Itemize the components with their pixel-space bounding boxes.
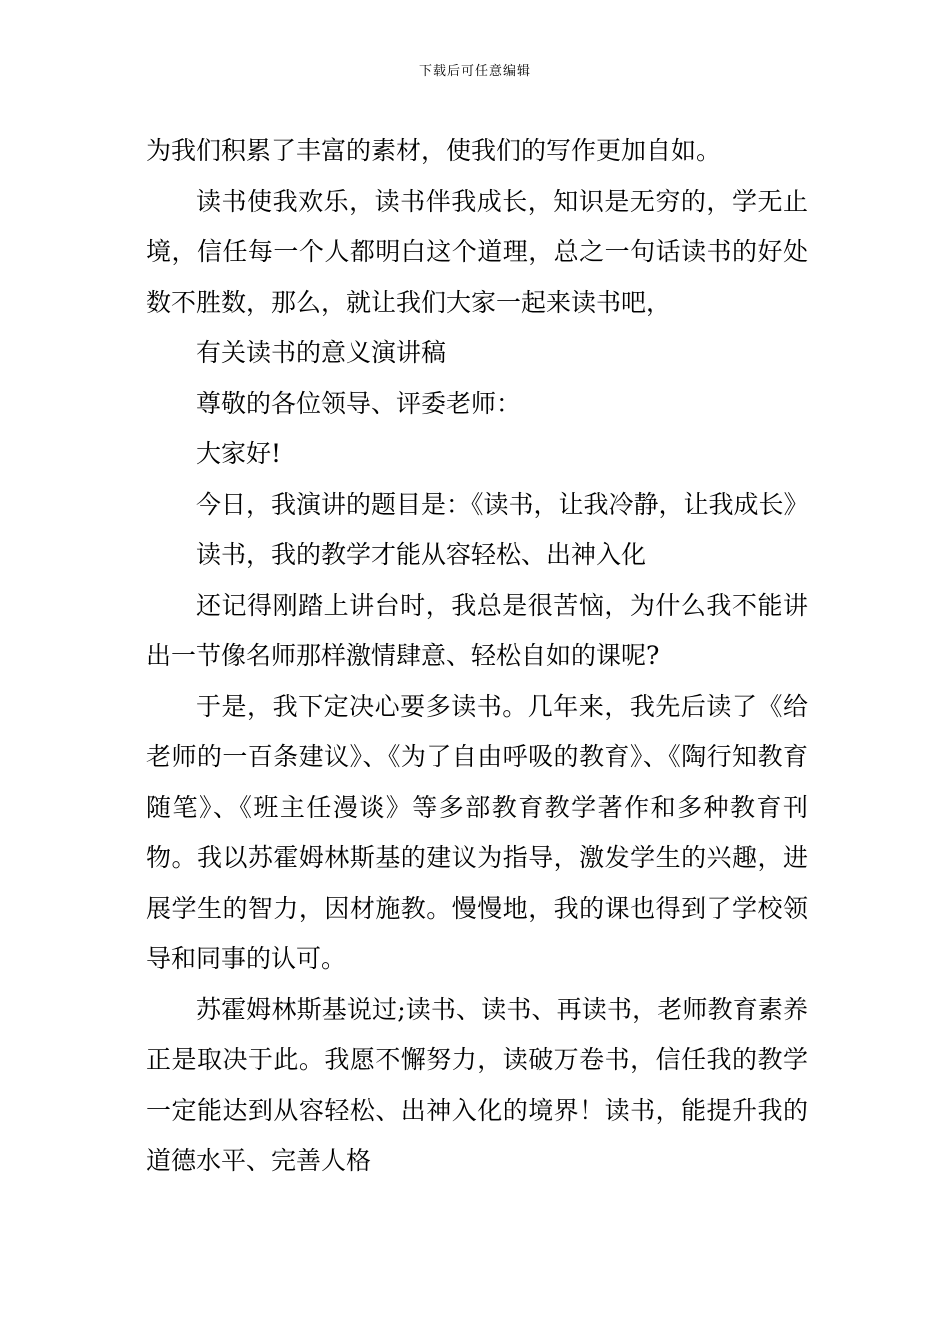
section-heading: 读书，我的教学才能从容轻松、出神入化 [196, 540, 647, 569]
paragraph: 于是，我下定决心要多读书。几年来，我先后读了《给老师的一百条建议》、《为了自由呼吸的教育》、《陶行知教育随笔》、《班主任漫谈》等多部教育教学著作和多种教育刊物。我以苏霍姆林斯基的建议为指导，激发学生的兴趣，进展学生的智力，因材施教。慢慢地，我的课也得到了学校领导和同事的认可。 [146, 691, 808, 973]
paragraph: 还记得刚踏上讲台时，我总是很苦恼，为什么我不能讲出一节像名师那样激情肆意、轻松自如的课呢? [146, 590, 808, 670]
page-header: 下载后可任意编辑 [418, 64, 531, 79]
paragraph: 今日，我演讲的题目是：《读书，让我冷静，让我成长》 [196, 489, 809, 519]
greeting: 大家好! [196, 439, 282, 468]
document-body [146, 126, 808, 1187]
paragraph: 读书使我欢乐，读书伴我成长，知识是无穷的，学无止境，信任每一个人都明白这个道理，总之一句话读书的好处数不胜数，那么，就让我们大家一起来读书吧， [146, 186, 808, 317]
speech-title: 有关读书的意义演讲稿 [196, 338, 447, 367]
salutation: 尊敬的各位领导、评委老师： [196, 388, 522, 418]
paragraph-continued: 为我们积累了丰富的素材，使我们的写作更加自如。 [146, 136, 722, 165]
paragraph: 苏霍姆林斯基说过;读书、读书、再读书，老师教育素养正是取决于此。我愿不懈努力，读破万卷书，信任我的教学一定能达到从容轻松、出神入化的境界！读书，能提升我的道德水平、完善人格 [146, 994, 808, 1175]
